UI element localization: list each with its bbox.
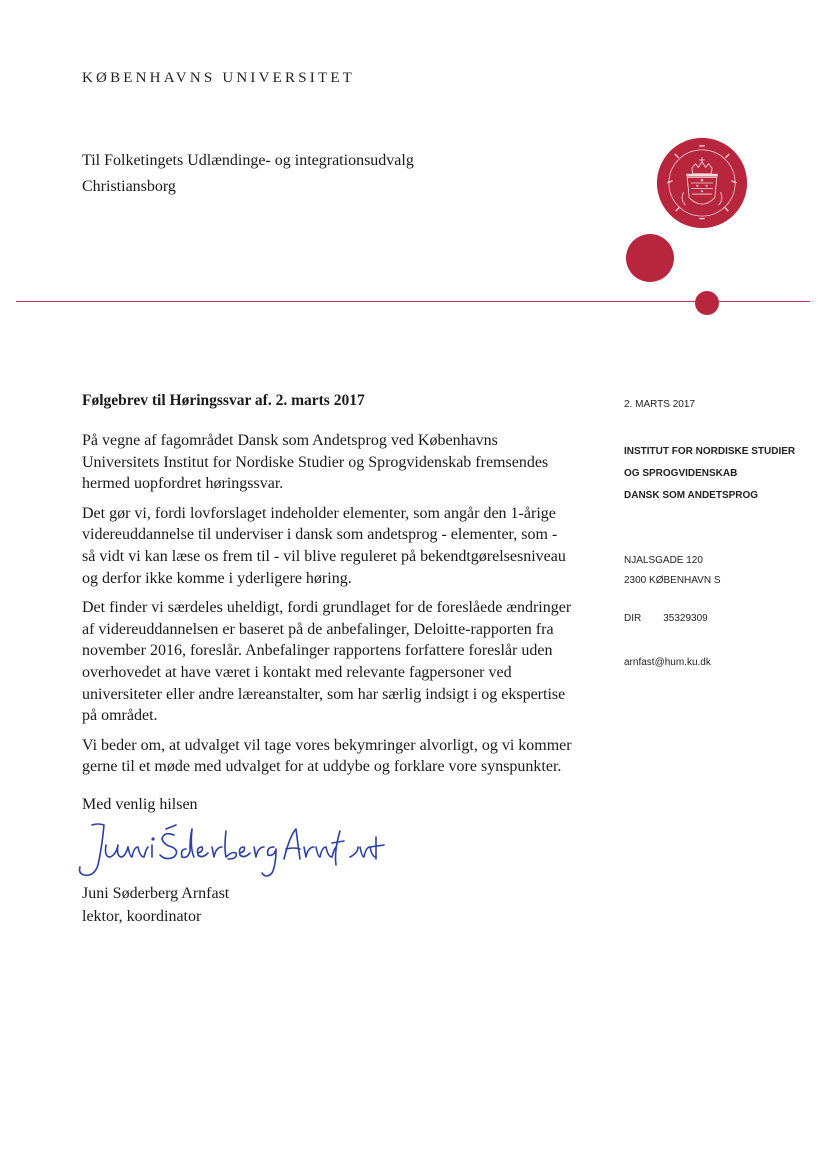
decorative-red-dot	[626, 234, 674, 282]
recipient-line-2: Christiansborg	[82, 178, 176, 195]
direct-phone	[624, 613, 708, 624]
email-address: arnfast@hum.ku.dk	[624, 657, 711, 668]
letter-subject: Følgebrev til Høringssvar af. 2. marts 2017	[82, 392, 365, 409]
body-line: På vegne af fagområdet Dansk som Andetsprog ved Københavns	[82, 432, 498, 449]
recipient-block	[82, 148, 414, 200]
body-line: så vidt vi kan læse os frem til - vil blive reguleret på bekendtgørelsesniveau	[82, 547, 566, 565]
signer-title: lektor, koordinator	[82, 908, 202, 925]
body-line: på området.	[82, 707, 158, 725]
institute-line-2: OG SPROGVIDENSKAB	[624, 468, 738, 479]
institute-block	[624, 441, 795, 507]
dir-value: 35329309	[663, 613, 708, 624]
body-line: af videreuddannelsen er baseret på de anbefalinger, Deloitte-rapporten fra	[82, 620, 554, 638]
body-line: gerne til et møde med udvalget for at uddybe og forklare vore synspunkter.	[82, 758, 562, 776]
body-line: universiteter eller andre læreanstalter, som har særlig indsigt i og ekspertise	[82, 685, 566, 703]
institute-line-1: INSTITUT FOR NORDISKE STUDIER	[624, 446, 796, 457]
body-line: Vi beder om, at udvalget vil tage vores bekymringer alvorligt, og vi kommer	[82, 736, 572, 754]
header-divider	[16, 301, 810, 302]
signer-name: Juni Søderberg Arnfast	[82, 885, 230, 902]
body-line: november 2016, foreslår. Anbefalinger rapportens forfattere foreslår uden	[82, 642, 553, 660]
paragraph-1	[82, 430, 602, 495]
address-street: NJALSGADE 120	[624, 555, 703, 566]
paragraph-4	[82, 735, 602, 778]
signer-block	[82, 882, 229, 928]
body-line: overhovedet at have været i kontakt med relevante fagpersoner ved	[82, 663, 512, 681]
dir-label: DIR	[624, 613, 642, 624]
closing-salutation: Med venlig hilsen	[82, 796, 198, 813]
paragraph-3	[82, 597, 602, 727]
body-line: og derfor ikke komme i yderligere høring.	[82, 569, 352, 587]
university-name: KØBENHAVNS UNIVERSITET	[82, 70, 356, 86]
university-seal-icon	[656, 137, 748, 229]
address-block	[624, 551, 721, 591]
address-city: 2300 KØBENHAVN S	[624, 575, 721, 586]
letter-date: 2. MARTS 2017	[624, 399, 695, 410]
body-line: videreuddannelse til underviser i dansk som andetsprog - elementer, som -	[82, 526, 558, 544]
body-line: Det gør vi, fordi lovforslaget indeholder elementer, som angår den 1-årige	[82, 504, 556, 522]
body-line: Universitets Institut for Nordiske Studier og Sprogvidenskab fremsendes	[82, 453, 549, 471]
handwritten-signature	[70, 815, 390, 887]
recipient-line-1: Til Folketingets Udlændinge- og integrationsudvalg	[82, 152, 414, 169]
decorative-red-dot-small	[695, 291, 719, 315]
body-line: Det finder vi særdeles uheldigt, fordi grundlaget for de foreslåede ændringer	[82, 599, 572, 617]
letter-body	[82, 430, 602, 786]
paragraph-2	[82, 503, 602, 589]
institute-line-3: DANSK SOM ANDETSPROG	[624, 490, 759, 501]
body-line: hermed uopfordret høringssvar.	[82, 475, 284, 493]
